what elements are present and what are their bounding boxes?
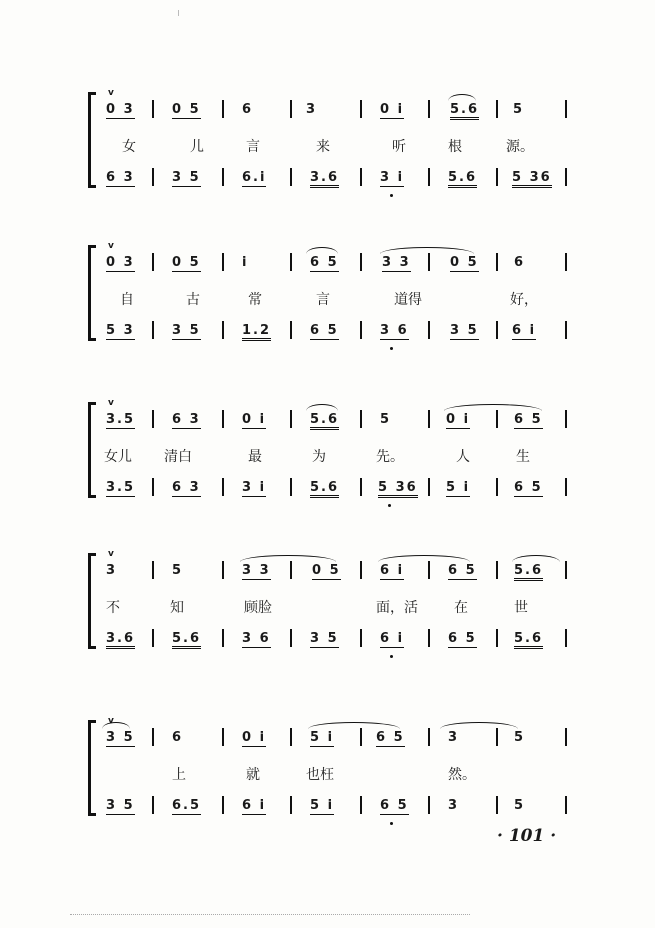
barline [428,168,430,186]
barline [152,796,154,814]
voice-note: 6 [172,730,184,745]
barline [290,321,292,339]
page-number: · 101 · [497,826,557,846]
voice-note: 0 5 [312,563,341,578]
lyric-syllable: 古 [186,292,200,308]
barline [360,168,362,186]
lyric-syllable: 也枉 [306,767,334,783]
lyric-syllable: 好， [510,292,538,308]
barline [360,410,362,428]
voice-note: 3 [306,102,318,117]
barline [290,168,292,186]
voice-note: 6 [242,102,254,117]
accompaniment-note: 6.5 [172,798,202,813]
barline [565,561,567,579]
voice-note: 0 5 [172,255,201,270]
accompaniment-note: 3 [448,798,460,813]
voice-note: 5 [514,730,526,745]
accompaniment-note: 3 5 [450,323,479,338]
barline [496,561,498,579]
breath-mark: v [108,716,114,726]
accompaniment-note: 3.6 [106,631,135,649]
accompaniment-note: 3 i [380,170,405,185]
lyric-syllable: 面，活 [376,600,418,616]
voice-note: 6 5 [448,563,477,578]
lyric-syllable: 清白 [164,449,192,465]
barline [360,728,362,746]
barline [222,478,224,496]
voice-note: 0 5 [450,255,479,270]
lyric-syllable: 不 [106,600,120,616]
voice-note: 6 5 [376,730,405,745]
barline [290,253,292,271]
lyric-syllable: 世 [514,600,528,616]
lyric-syllable: 人 [456,449,470,465]
barline [565,168,567,186]
slur-mark [308,722,400,729]
slur-mark [448,94,476,101]
voice-note: 3 [106,563,118,578]
voice-note: 5.6 [450,102,479,120]
barline [222,796,224,814]
barline [222,561,224,579]
scan-mark [178,10,179,16]
lyric-syllable: 言 [246,139,260,155]
lyric-syllable: 就 [246,767,260,783]
slur-mark [306,404,338,411]
accompaniment-note: 3.5 [106,480,136,495]
score-system [0,88,655,202]
accompaniment-note: 3 5 [172,170,201,185]
lyric-syllable: 上 [172,767,186,783]
barline [152,410,154,428]
barline [565,478,567,496]
voice-note: 5 [513,102,525,117]
barline [290,561,292,579]
voice-note: 6 5 [514,412,543,427]
barline [360,796,362,814]
slur-mark [512,555,560,562]
lyric-syllable: 言 [316,292,330,308]
voice-note: 3 [448,730,460,745]
voice-note: 0 3 [106,102,135,117]
octave-dot [390,822,393,825]
accompaniment-note: 6 3 [172,480,201,495]
barline [152,561,154,579]
accompaniment-note: 1.2 [242,323,271,341]
barline [290,728,292,746]
accompaniment-note: 6 5 [448,631,477,646]
score-system [0,549,655,663]
lyric-syllable: 然。 [448,767,476,783]
barline [290,629,292,647]
barline [496,253,498,271]
barline [428,561,430,579]
octave-dot [388,504,391,507]
barline [565,100,567,118]
voice-note: 6 [514,255,526,270]
system-bracket [88,720,98,816]
slur-mark [240,555,336,562]
barline [565,796,567,814]
voice-note: 5 [172,563,184,578]
barline [222,100,224,118]
accompaniment-note: 5 [514,798,526,813]
barline [428,410,430,428]
slur-mark [306,247,338,254]
lyric-syllable: 来 [316,139,330,155]
barline [496,478,498,496]
scan-footer-line [70,914,470,916]
barline [360,629,362,647]
voice-note: 3 3 [242,563,271,578]
barline [152,478,154,496]
lyric-syllable: 为 [312,449,326,465]
barline [222,253,224,271]
barline [222,629,224,647]
lyric-syllable: 生 [516,449,530,465]
barline [496,629,498,647]
lyric-syllable: 源。 [506,139,534,155]
barline [290,410,292,428]
accompaniment-note: 5.6 [172,631,201,649]
barline [290,100,292,118]
lyric-syllable: 在 [454,600,468,616]
barline [360,561,362,579]
barline [152,253,154,271]
barline [360,253,362,271]
accompaniment-note: 5.6 [448,170,477,188]
breath-mark: v [108,241,114,251]
voice-note: i [242,255,249,270]
accompaniment-note: 5 36 [378,480,418,498]
barline [428,629,430,647]
lyric-syllable: 女 [122,139,136,155]
barline [496,321,498,339]
score-system [0,398,655,512]
voice-note: 6 i [380,563,405,578]
lyric-syllable: 女儿 [104,449,132,465]
barline [496,796,498,814]
voice-note: 3 5 [106,730,135,745]
barline [565,253,567,271]
voice-note: 0 i [242,412,267,427]
barline [360,478,362,496]
barline [428,253,430,271]
barline [152,321,154,339]
lyric-syllable: 儿 [190,139,204,155]
slur-mark [380,247,474,254]
accompaniment-note: 5 i [446,480,471,495]
accompaniment-note: 6 5 [380,798,409,813]
slur-mark [378,555,470,562]
slur-mark [440,722,518,729]
lyric-syllable: 先。 [376,449,404,465]
barline [290,796,292,814]
barline [360,100,362,118]
octave-dot [390,655,393,658]
voice-note: 0 5 [172,102,201,117]
accompaniment-note: 5.6 [514,631,543,649]
score-system [0,716,655,830]
barline [428,728,430,746]
lyric-syllable: 道得 [394,292,422,308]
accompaniment-note: 6 3 [106,170,135,185]
breath-mark: v [108,88,114,98]
barline [222,410,224,428]
barline [152,728,154,746]
accompaniment-note: 5 3 [106,323,135,338]
barline [152,100,154,118]
barline [222,321,224,339]
voice-note: 0 i [242,730,267,745]
breath-mark: v [108,549,114,559]
barline [222,728,224,746]
voice-note: 5 [380,412,392,427]
accompaniment-note: 6 i [512,323,537,338]
lyric-syllable: 顾脸 [244,600,272,616]
accompaniment-note: 3 5 [106,798,135,813]
octave-dot [390,194,393,197]
barline [496,168,498,186]
accompaniment-note: 3 i [242,480,267,495]
barline [428,321,430,339]
lyric-syllable: 自 [120,292,134,308]
accompaniment-note: 3 5 [310,631,339,646]
barline [496,100,498,118]
system-bracket [88,402,98,498]
lyric-syllable: 常 [248,292,262,308]
barline [565,410,567,428]
accompaniment-note: 6 5 [310,323,339,338]
accompaniment-note: 5 36 [512,170,552,188]
octave-dot [390,347,393,350]
lyric-syllable: 最 [248,449,262,465]
lyric-syllable: 知 [170,600,184,616]
system-bracket [88,245,98,341]
barline [428,100,430,118]
voice-note: 3 3 [382,255,411,270]
barline [428,478,430,496]
slur-mark [102,722,130,729]
voice-note: 3.5 [106,412,136,427]
accompaniment-note: 3 5 [172,323,201,338]
lyric-syllable: 根 [448,139,462,155]
barline [496,410,498,428]
barline [565,321,567,339]
barline [222,168,224,186]
lyric-syllable: 听 [392,139,406,155]
voice-note: 5.6 [514,563,543,581]
voice-note: 0 3 [106,255,135,270]
voice-note: 6 5 [310,255,339,270]
voice-note: 6 3 [172,412,201,427]
barline [152,629,154,647]
accompaniment-note: 6.i [242,170,267,185]
slur-mark [444,404,542,411]
barline [152,168,154,186]
accompaniment-note: 5.6 [310,480,339,498]
breath-mark: v [108,398,114,408]
system-bracket [88,553,98,649]
accompaniment-note: 6 5 [514,480,543,495]
accompaniment-note: 3 6 [380,323,409,338]
score-system [0,241,655,355]
barline [565,629,567,647]
barline [428,796,430,814]
voice-note: 5 i [310,730,335,745]
accompaniment-note: 6 i [242,798,267,813]
accompaniment-note: 3 6 [242,631,271,646]
system-bracket [88,92,98,188]
accompaniment-note: 5 i [310,798,335,813]
barline [565,728,567,746]
voice-note: 0 i [380,102,405,117]
voice-note: 5.6 [310,412,339,430]
barline [496,728,498,746]
voice-note: 0 i [446,412,471,427]
barline [360,321,362,339]
barline [290,478,292,496]
accompaniment-note: 3.6 [310,170,339,188]
accompaniment-note: 6 i [380,631,405,646]
